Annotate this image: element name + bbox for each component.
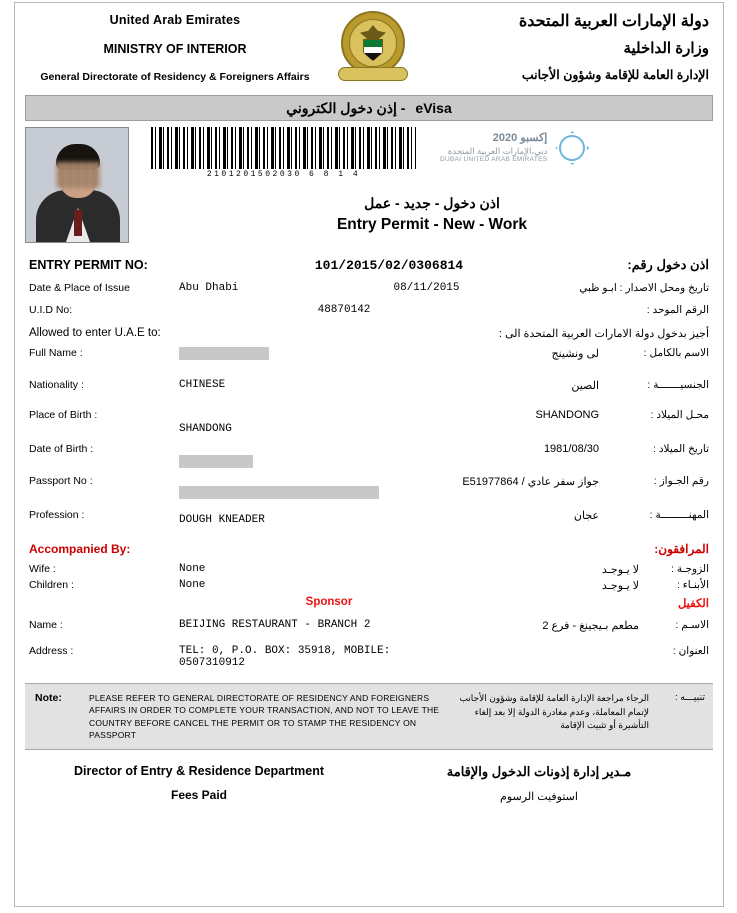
field-row-uid (29, 301, 709, 323)
footer-fees-ar: استوفيت الرسوم (500, 791, 578, 804)
sponsor-address-value: TEL: 0, P.O. BOX: 35918, MOBILE: 0507310912 (179, 645, 391, 669)
sponsor-label-ar: الكفيل (677, 598, 709, 610)
profession-value-ar: عجان (573, 510, 599, 522)
companions-list (15, 558, 723, 592)
sponsor-address-value-ar (459, 642, 639, 645)
note-label-en: Note: (35, 692, 62, 704)
header-english-block (25, 9, 325, 83)
profession-label-ar: المهنـــــــــة : (649, 509, 709, 521)
footer-english-block (29, 764, 369, 803)
expo-line3-en: DUBAI UNITED ARAB EMIRATES (440, 156, 548, 164)
field-row-nationality (29, 376, 709, 406)
full-name-value-ar: لى ونشينج (551, 348, 599, 360)
directorate-name-en: General Directorate of Residency & Foreigners Affairs (40, 71, 310, 83)
place-of-birth-label-ar: محـل الميلاد : (650, 409, 709, 421)
wife-label-en: Wife : (29, 563, 56, 575)
barcode-column (143, 127, 713, 243)
permit-number-label-ar: اذن دخول رقم: (627, 257, 709, 272)
place-of-birth-value: SHANDONG (179, 423, 232, 435)
permit-number-row (15, 249, 723, 277)
footer-title-ar: مـدير إدارة إذونات الدخول والإقامة (446, 764, 632, 780)
personal-details (15, 342, 723, 536)
sponsor-label-en: Sponsor (305, 596, 353, 608)
barcode-icon (151, 127, 416, 169)
issue-fields (15, 277, 723, 323)
note-label-ar: تنبيـــه : (675, 692, 705, 703)
issue-label-ar: تاريخ ومحل الاصدار : ابـو ظبي (579, 282, 709, 294)
field-row-place-of-birth (29, 406, 709, 440)
issue-date-value: 08/11/2015 (393, 282, 460, 294)
field-row-children (29, 576, 709, 592)
directorate-name-ar: الإدارة العامة للإقامة وشؤون الأجانب (521, 68, 709, 82)
full-name-redaction (179, 347, 269, 360)
full-name-value (179, 344, 419, 360)
sponsor-header (15, 592, 723, 610)
barcode-row (151, 127, 713, 179)
footer-arabic-block (369, 764, 709, 803)
expo-line1-ar: إكسبو 2020 (492, 131, 548, 144)
field-row-passport-no (29, 472, 709, 506)
sponsor-name-value-ar: مطعم بـيجينغ - فرع 2 (542, 620, 639, 632)
sponsor-address-label-ar: العنوان : (672, 645, 709, 657)
place-of-birth-value-ar: SHANDONG (535, 409, 599, 421)
field-row-full-name (29, 344, 709, 376)
profession-label-en: Profession : (29, 509, 85, 521)
date-of-birth-value-ar: 1981/08/30 (543, 443, 599, 455)
uid-value: 48870142 (317, 304, 371, 316)
permit-number-label-en: ENTRY PERMIT NO: (29, 258, 148, 272)
allowed-label-en: Allowed to enter U.A.E to: (29, 327, 161, 339)
date-of-birth-label-ar: تاريخ الميلاد : (653, 443, 709, 455)
photo-column (25, 127, 143, 243)
field-row-sponsor-name (29, 616, 709, 642)
wife-label-ar: الزوجـة : (670, 563, 709, 575)
permit-type-titles (151, 195, 713, 234)
issue-place-value: Abu Dhabi (179, 282, 239, 294)
permit-number-value: 101/2015/02/0306814 (314, 257, 464, 273)
applicant-photo (25, 127, 129, 243)
nationality-value: CHINESE (179, 379, 226, 391)
allowed-row (15, 323, 723, 342)
date-of-birth-label-en: Date of Birth : (29, 443, 94, 455)
footer-fees-en: Fees Paid (170, 788, 228, 803)
evisa-title-en: eVisa (415, 100, 452, 116)
ministry-name-en: MINISTRY OF INTERIOR (103, 42, 247, 56)
passport-no-redaction (179, 486, 379, 499)
full-name-label-ar: الاسم بالكامل : (643, 347, 709, 359)
document-header (15, 3, 723, 93)
date-of-birth-redaction (179, 455, 253, 468)
place-of-birth-label-en: Place of Birth : (29, 409, 98, 421)
photo-barcode-section (15, 121, 723, 243)
issue-label-en: Date & Place of Issue (29, 282, 130, 294)
sponsor-name-label-en: Name : (29, 619, 63, 631)
header-arabic-block (421, 9, 713, 82)
sponsor-details (15, 610, 723, 669)
uid-label-ar: الرقم الموحد : (646, 304, 709, 316)
passport-no-value (179, 472, 419, 499)
children-label-en: Children : (29, 579, 74, 591)
profession-value: DOUGH KNEADER (179, 514, 265, 526)
field-row-date-of-birth (29, 440, 709, 472)
accompanied-header (15, 536, 723, 558)
passport-no-label-en: Passport No : (29, 475, 93, 487)
evisa-title-bar (25, 95, 713, 121)
field-row-sponsor-address (29, 642, 709, 669)
ministry-name-ar: وزارة الداخلية (623, 40, 709, 57)
uid-label-en: U.I.D No: (29, 304, 73, 316)
evisa-title-ar: إذن دخول الكتروني - (286, 99, 406, 116)
footer-title-en: Director of Entry & Residence Department (73, 764, 325, 779)
evisa-document (14, 2, 724, 907)
sponsor-name-value: BEIJING RESTAURANT - BRANCH 2 (179, 619, 371, 631)
emblem-container (325, 9, 421, 83)
passport-no-value-ar: جواز سفر عادي / E51977864 (462, 476, 599, 488)
nationality-label-en: Nationality : (29, 379, 84, 391)
sponsor-name-label-ar: الاسـم : (675, 619, 709, 631)
wife-value: None (179, 563, 206, 575)
accompanied-label-ar: المرافقون: (654, 542, 709, 556)
country-name-ar: دولة الإمارات العربية المتحدة (518, 13, 709, 30)
uae-emblem-icon (338, 9, 408, 83)
children-value: None (179, 579, 206, 591)
expo-2020-block (440, 131, 589, 165)
note-text-en: PLEASE REFER TO GENERAL DIRECTORATE OF RESIDENCY AND FOREIGNERS AFFAIRS IN ORDER TO COMPLETE YOUR TRANSACTION, AND NOT TO LEAVE THE COUNTRY BEFORE CANCEL THE PERMIT OR TO STAMP THE RESIDENCY ON PASSPORT (89, 693, 440, 740)
note-section (25, 683, 713, 750)
permit-type-ar: اذن دخول - جديد - عمل (364, 195, 500, 211)
children-label-ar: الأبنـاء : (676, 579, 709, 591)
accompanied-label-en: Accompanied By: (29, 542, 131, 556)
nationality-label-ar: الجنسيـــــــة : (647, 379, 709, 391)
nationality-value-ar: الصين (571, 380, 599, 392)
field-row-wife (29, 560, 709, 576)
children-value-ar: لا يـوجـد (601, 580, 639, 592)
barcode-number: 2101201502030 6 8 1 4 (206, 170, 361, 179)
field-row-issue (29, 279, 709, 301)
permit-type-en: Entry Permit - New - Work (336, 216, 528, 233)
sponsor-address-label-en: Address : (29, 645, 74, 657)
full-name-label-en: Full Name : (29, 347, 83, 359)
date-of-birth-value (179, 440, 419, 468)
wife-value-ar: لا يـوجـد (601, 564, 639, 576)
expo-2020-logo-icon (555, 131, 589, 165)
allowed-label-ar: أجيز بدخول دولة الامارات العربية المتحدة الى : (498, 328, 709, 340)
country-name-en: United Arab Emirates (109, 13, 241, 27)
passport-no-label-ar: رقم الجـواز : (653, 475, 709, 487)
document-footer (15, 750, 723, 803)
note-text-ar: الرجاء مراجعة الإدارة العامة للإقامة وشؤون الأجانب لإتمام المعاملة، وعدم مغادرة الدولة إلا بعد إلغاء التأشيرة أو تثبيت الإقامة (459, 693, 649, 730)
expo-line2-ar: دبي،الإمارات العربية المتحدة (447, 145, 548, 156)
field-row-profession (29, 506, 709, 536)
